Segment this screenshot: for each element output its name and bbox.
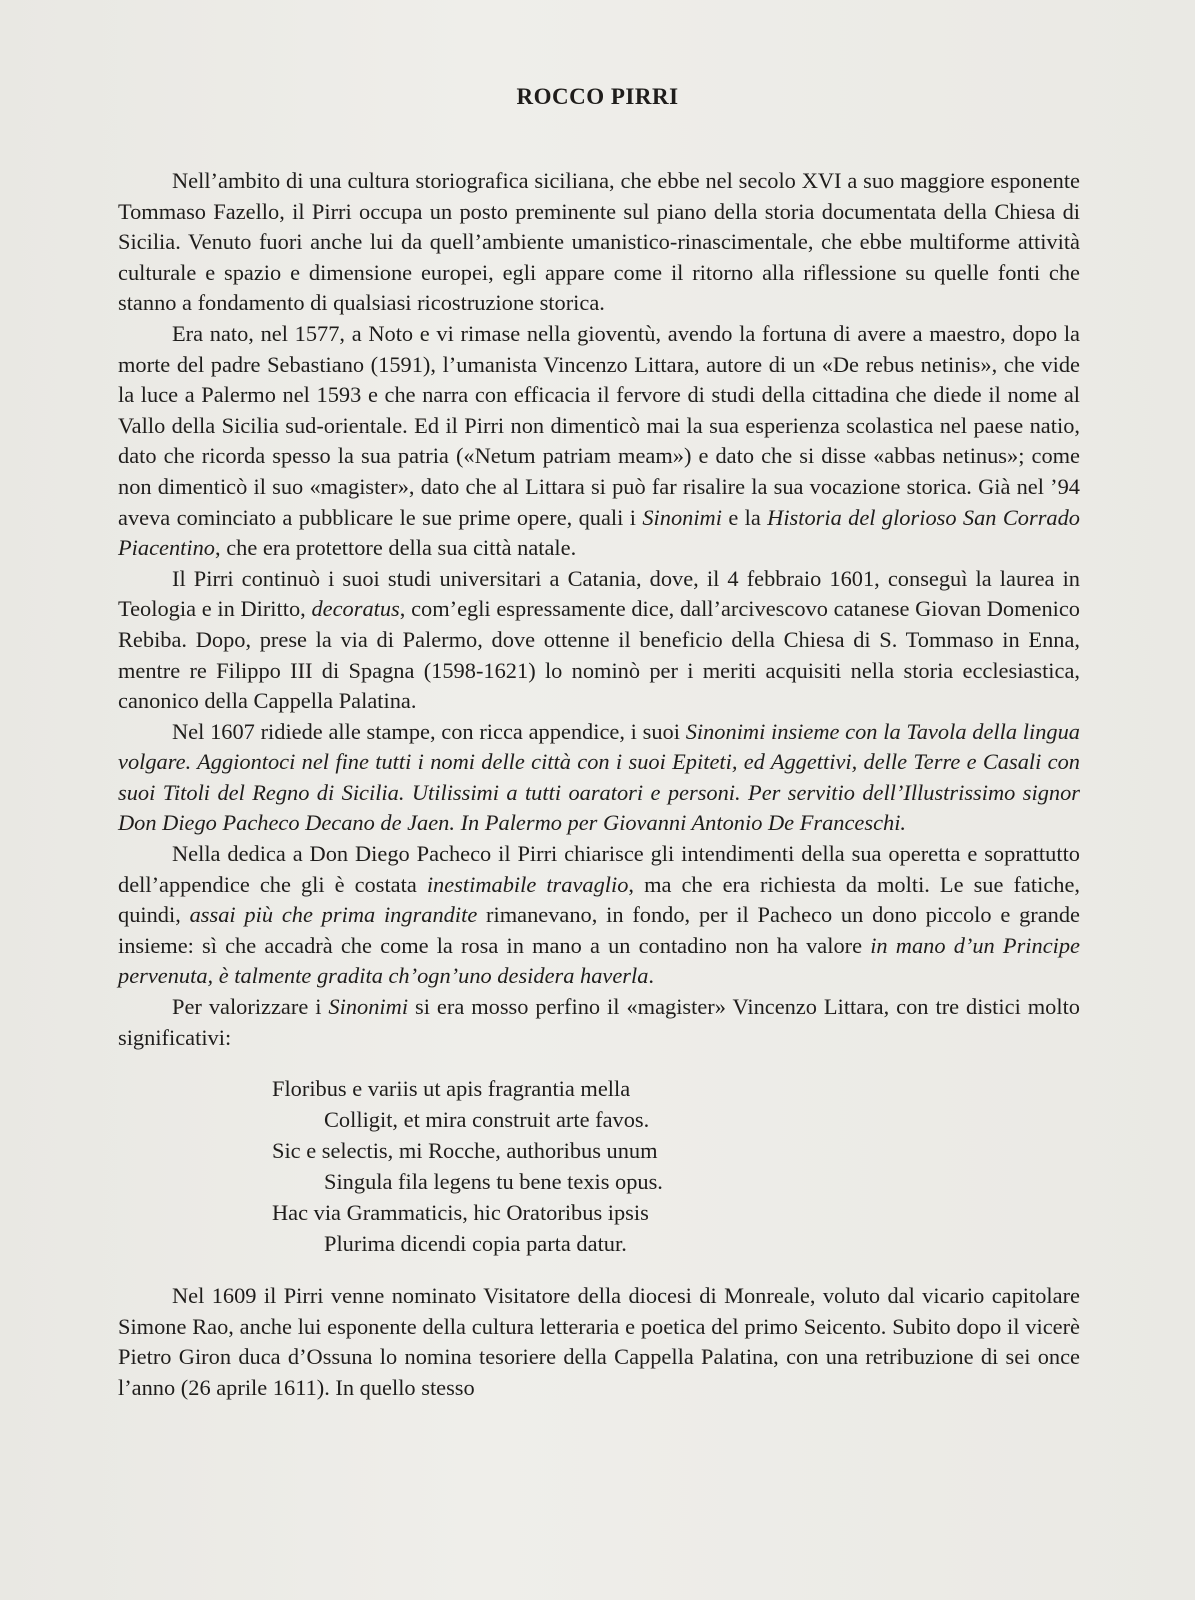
paragraph-4 — [118, 717, 1080, 839]
poem-line: Colligit, et mira construit arte favos. — [324, 1107, 650, 1133]
paragraph-2-text-1: Era nato, nel 1577, a Noto e vi rimase nella gioventù, avendo la fortuna di avere a maestro, dopo la morte del padre Sebastiano (1591), l’umanista Vincenzo Littara, autore di un «De rebus netinis», che vide la luce a Palermo nel 1593 e che narra con efficacia il fervore di studi della cittadina che diede il nome al Vallo della Sicilia sud-orientale. Ed il Pirri non dimenticò mai la sua esperienza scolastica nel paese natio, dato che ricorda spesso la sua patria («Netum patriam meam») e dato che si disse «abbas netinus»; come non dimenticò il suo «magister», dato che al Littara si può far risalire la sua vocazione storica. Già nel ’94 aveva cominciato a pubblicare le sue prime opere, quali i — [118, 320, 1080, 530]
paragraph-2-italic-1: Sinonimi — [642, 504, 722, 530]
paragraph-5 — [118, 839, 1080, 992]
poem-line: Plurima dicendi copia parta datur. — [324, 1231, 627, 1257]
paragraph-4-italic-1: Sinonimi insieme con la Tavola della lingua volgare. Aggiontoci nel fine tutti i nomi delle città con i suoi Epiteti, ed Aggettivi, delle Terre e Casali con suoi Titoli del Regno di Sicilia. Utilissimi a tutti oaratori e personi. Per servitio dell’Illustrissimo signor Don Diego Pacheco Decano de Jaen. In Palermo per Giovanni Antonio De Franceschi. — [118, 718, 1080, 836]
paragraph-6-text-2: si era mosso perfino il «magister» Vincenzo Littara, con tre distici molto significativi: — [118, 994, 1081, 1050]
paragraph-7: Nel 1609 il Pirri venne nominato Visitatore della diocesi di Monreale, voluto dal vicario capitolare Simone Rao, anche lui esponente della cultura letteraria e poetica del primo Seicento. Subito dopo il vicerè Pietro Giron duca d’Ossuna lo nomina tesoriere della Cappella Palatina, con una retribuzione di sei once l’anno (26 aprile 1611). In quello stesso — [118, 1283, 1080, 1400]
paragraph-3-text-2: , com’egli espressamente dice, dall’arcivescovo catanese Giovan Domenico Rebiba. Dopo, prese la via di Palermo, dove ottenne il beneficio della Chiesa di S. Tommaso in Enna, mentre re Filippo III di Spagna (1598-1621) lo nominò per i meriti acquisiti nella storia ecclesiastica, canonico della Cappella Palatina. — [118, 596, 1080, 714]
paragraph-5-text-2: , ma che era richiesta da molti. Le sue fatiche, quindi, — [118, 871, 1080, 928]
paragraph-1: Nell’ambito di una cultura storiografica siciliana, che ebbe nel secolo XVI a suo maggiore esponente Tommaso Fazello, il Pirri occupa un posto preminente sul piano della storia documentata della Chiesa di Sicilia. Venuto fuori anche lui da quell’ambiente umanistico-rinascimentale, che ebbe multiforme attività culturale e spazio e dimensione europei, egli appare come il ritorno alla riflessione su quelle fonti che stanno a fondamento di qualsiasi ricostruzione storica. — [118, 168, 1080, 316]
paragraph-6 — [118, 992, 1080, 1053]
paragraph-5-text-3: rimanevano, in fondo, per il Pacheco un dono piccolo e grande insieme: sì che accadrà che come la rosa in mano a un contadino non ha valore — [118, 902, 1080, 958]
paragraph-4-text-1: Nel 1607 ridiede alle stampe, con ricca appendice, i suoi — [172, 718, 686, 744]
paragraph-5-italic-3: in mano d’un Principe pervenuta, è talmente gradita ch’ogn’uno desidera haverla — [118, 932, 1080, 989]
paragraph-2-italic-2: Historia del glorioso San Corrado Piacentino — [118, 504, 1081, 561]
paragraph-6-text-1: Per valorizzare i — [172, 994, 329, 1020]
poem-line: Singula fila legens tu bene texis opus. — [324, 1169, 663, 1195]
paragraph-5-text-4: . — [648, 963, 655, 989]
paragraph-3-text-1: Il Pirri continuò i suoi studi universitari a Catania, dove, il 4 febbraio 1601, conseguì la laurea in Teologia e in Diritto, — [118, 565, 1080, 622]
latin-distichs — [272, 1073, 1080, 1259]
paragraph-3-italic-1: decoratus — [311, 596, 400, 622]
poem-line: Floribus e variis ut apis fragrantia mella — [272, 1076, 631, 1102]
paragraph-2-text-2: e la — [721, 504, 768, 530]
paragraph-2-text-3: , che era protettore della sua città natale. — [215, 535, 577, 561]
chapter-title: ROCCO PIRRI — [516, 84, 679, 109]
paragraph-2 — [118, 319, 1080, 564]
paragraph-3 — [118, 564, 1080, 717]
paragraph-5-italic-2: assai più che prima ingrandite — [189, 902, 478, 928]
paragraph-5-italic-1: inestimabile travaglio — [426, 871, 629, 897]
poem-line: Hac via Grammaticis, hic Oratoribus ipsis — [272, 1200, 649, 1226]
body-text — [118, 166, 1080, 1404]
paragraph-6-italic-1: Sinonimi — [328, 994, 409, 1020]
paragraph-5-text-1: Nella dedica a Don Diego Pacheco il Pirri chiarisce gli intendimenti della sua operetta e soprattutto dell’appendice che gli è costata — [118, 841, 1080, 897]
poem-line: Sic e selectis, mi Rocche, authoribus unum — [272, 1138, 658, 1164]
